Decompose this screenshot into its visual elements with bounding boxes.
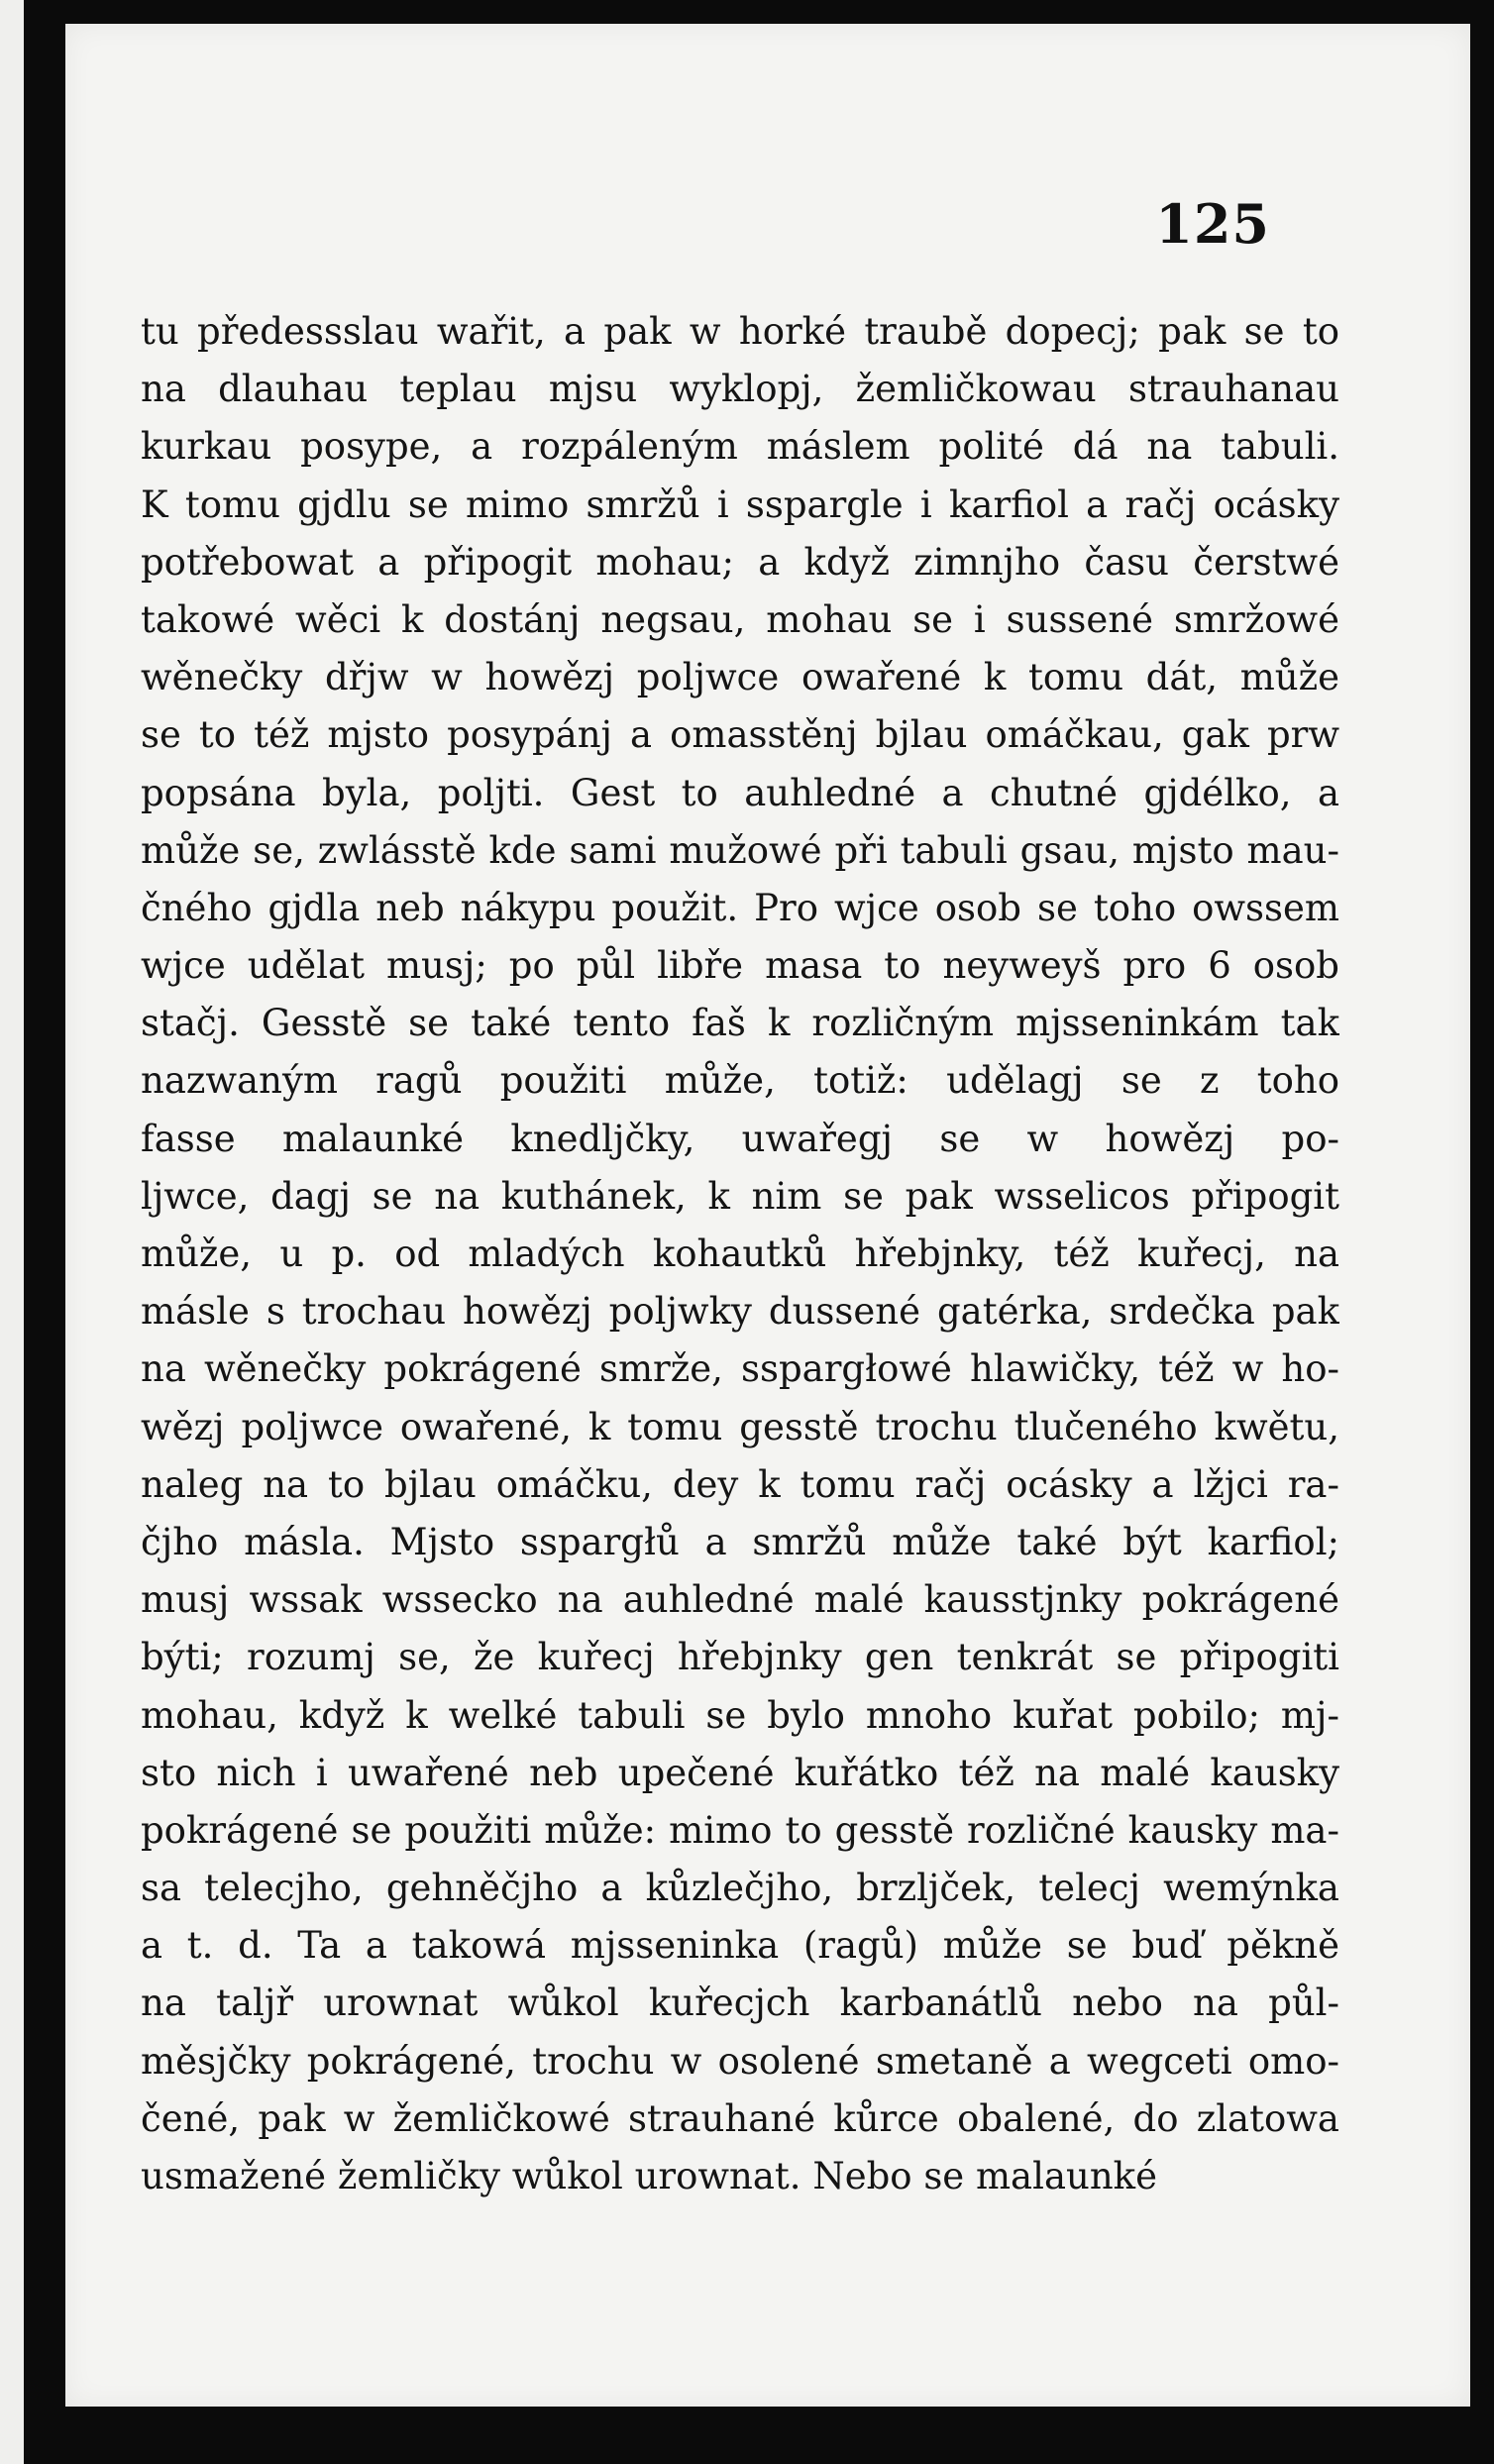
text-line: tu předessslau wařit, a pak w horké traubě dopecj; pak se to — [141, 310, 1339, 353]
text-line: se to též mjsto posypánj a omasstěnj bjlau omáčkau, gak prw — [141, 713, 1339, 757]
text-line: může, u p. od mladých kohautků hřebjnky, též kuřecj, na — [141, 1232, 1339, 1275]
text-line: popsána byla, poljti. Gest to auhledné a chutné gjdélko, a — [141, 771, 1339, 814]
text-line: másle s trochau howězj poljwky dussené gatérka, srdečka pak — [141, 1290, 1339, 1334]
text-line: na dlauhau teplau mjsu wyklopj, žemličkowau strauhanau — [141, 368, 1339, 411]
text-line: K tomu gjdlu se mimo smržů i sspargle i karfiol a račj ocásky — [141, 482, 1339, 526]
body-text — [141, 303, 1339, 2205]
text-line: naleg na to bjlau omáčku, dey k tomu račj ocásky a lžjci ra- — [141, 1462, 1339, 1506]
text-line: musj wssak wsseckо na auhledné malé kausstjnky pokrágené — [141, 1578, 1339, 1622]
text-line: sa telecjho, gehněčjho a kůzlečjho, brzljček, telecj wemýnka — [141, 1867, 1339, 1910]
text-line: může se, zwlásstě kde sami mužowé při tabuli gsau, mjsto mau- — [141, 828, 1339, 872]
text-line: čného gjdla neb nákypu použit. Pro wjce osob se toho owssem — [141, 886, 1339, 929]
text-line: pokrágené se použiti může: mimo to gesstě rozličné kausky ma- — [141, 1808, 1339, 1852]
text-line: wěnečky dřjw w howězj poljwce owařené k tomu dát, může — [141, 656, 1339, 699]
adjacent-page-edge — [0, 0, 24, 2464]
page-number: 125 — [1155, 192, 1270, 256]
text-line: kurkau posype, a rozpáleným máslem polité dá na tabuli. — [141, 425, 1339, 469]
book-page — [65, 24, 1470, 2407]
text-line: usmažené žemličky wůkol urownat. Nebo se malaunké — [141, 2155, 1157, 2197]
text-line: čjho másla. Mjsto sspargłů a smržů může také být karfiol; — [141, 1520, 1339, 1563]
text-line: a t. d. Ta a takowá mjsseninka (ragů) může se buď pěkně — [141, 1924, 1339, 1968]
text-line: nazwaným ragů použiti může, totiž: udělagj se z toho — [141, 1059, 1339, 1103]
text-line: ljwce, dagj se na kuthánek, k nim se pak wsselicos připogit — [141, 1174, 1339, 1218]
text-line: měsjčky pokrágené, trochu w osolené smetaně a wegceti omo- — [141, 2039, 1339, 2083]
text-line: takowé wěci k dostánj negsau, mohau se i sussené smržowé — [141, 597, 1339, 641]
text-line: wjce udělat musj; po půl libře masa to neyweyš pro 6 osob — [141, 944, 1339, 988]
text-line: mohau, když k welké tabuli se bylo mnoho kuřat pobilo; mj- — [141, 1693, 1339, 1737]
text-line: na talјř urownat wůkol kuřecjch karbanátlů nebo na půl- — [141, 1982, 1339, 2025]
text-line: býti; rozumj se, že kuřecj hřebjnky gen tenkrát se připogiti — [141, 1636, 1339, 1679]
text-line: wězj poljwce owařené, k tomu gesstě trochu tlučeného kwětu, — [141, 1405, 1339, 1448]
text-line: čené, pak w žemličkowé strauhané kůrce obalené, do zlatowa — [141, 2096, 1339, 2140]
text-line: potřebowat a připogit mohau; a když zimnjho času čerstwé — [141, 540, 1339, 584]
text-line: sto nich i uwařené neb upečené kuřátko též na malé kausky — [141, 1751, 1339, 1794]
text-line: stačj. Gesstě se také tento faš k rozličným mjsseninkám tak — [141, 1002, 1339, 1045]
text-line: na wěnečky pokrágené smrže, sspargłowé hlawičky, též w ho- — [141, 1347, 1339, 1391]
text-line: fasse malaunké knedljčky, uwařegj se w howězj po- — [141, 1117, 1339, 1160]
